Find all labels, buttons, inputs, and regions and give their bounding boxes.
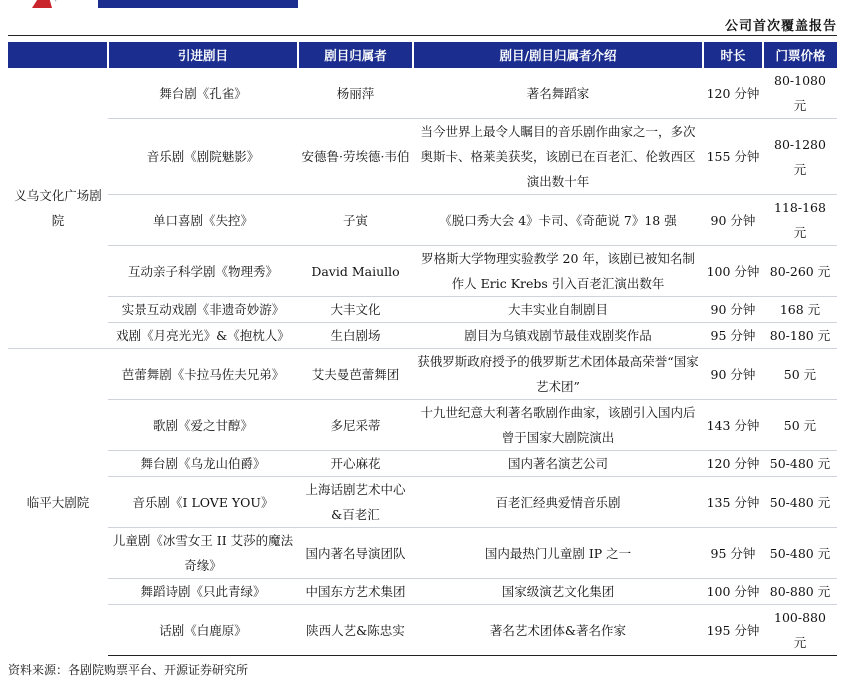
show-cell: 芭蕾舞剧《卡拉马佐夫兄弟》 <box>108 349 298 400</box>
intro-cell: 罗格斯大学物理实验教学 20 年，该剧已被知名制作人 Eric Krebs 引入百老汇演出数年 <box>413 246 703 297</box>
price-cell: 80-880 元 <box>763 579 837 605</box>
table-row <box>8 579 837 605</box>
table-row <box>8 605 837 656</box>
owner-cell: 多尼采蒂 <box>298 400 413 451</box>
table-row <box>8 68 837 119</box>
table-row <box>8 246 837 297</box>
price-cell: 80-1080 元 <box>774 73 826 113</box>
source-note: 资料来源：各剧院购票平台、开源证券研究所 <box>8 663 249 677</box>
theater-shows-table <box>8 42 837 656</box>
price-cell: 80-1280 元 <box>763 119 837 195</box>
show-cell: 音乐剧《剧院魅影》 <box>108 119 298 195</box>
table-row <box>8 528 837 579</box>
show-cell: 歌剧《爱之甘醇》 <box>108 400 298 451</box>
owner-cell: 中国东方艺术集团 <box>298 579 413 605</box>
intro-cell: 著名舞蹈家 <box>526 85 590 101</box>
venue-cell: 临平大剧院 <box>8 349 108 656</box>
duration-cell: 155 分钟 <box>703 119 763 195</box>
duration-cell: 95 分钟 <box>703 323 763 349</box>
table-row <box>8 400 837 451</box>
duration-cell: 143 分钟 <box>703 400 763 451</box>
intro-cell: 国内著名演艺公司 <box>413 451 703 477</box>
intro-cell: 当今世界上最令人瞩目的音乐剧作曲家之一，多次奥斯卡、格莱美获奖，该剧已在百老汇、伦敦西区演出数十年 <box>413 119 703 195</box>
owner-cell: 大丰文化 <box>298 297 413 323</box>
column-header-show: 引进剧目 <box>108 42 298 68</box>
price-cell: 168 元 <box>763 297 837 323</box>
show-cell: 舞台剧《乌龙山伯爵》 <box>108 451 298 477</box>
company-logo <box>28 0 308 10</box>
duration-cell: 120 分钟 <box>703 451 763 477</box>
show-cell: 戏剧《月亮光光》&《抱枕人》 <box>108 323 298 349</box>
owner-cell: 生白剧场 <box>298 323 413 349</box>
intro-cell: 剧目为乌镇戏剧节最佳戏剧奖作品 <box>413 323 703 349</box>
show-cell: 舞蹈诗剧《只此青绿》 <box>108 579 298 605</box>
column-header-price: 门票价格 <box>763 42 837 68</box>
show-cell: 舞台剧《孔雀》 <box>159 85 247 101</box>
intro-cell: 国内最热门儿童剧 IP 之一 <box>413 528 703 579</box>
show-cell: 音乐剧《I LOVE YOU》 <box>108 477 298 528</box>
table-row <box>8 451 837 477</box>
duration-cell: 95 分钟 <box>703 528 763 579</box>
owner-cell: David Maiullo <box>298 246 413 297</box>
duration-cell: 120 分钟 <box>706 85 760 101</box>
price-cell: 50-480 元 <box>763 451 837 477</box>
price-cell: 50-480 元 <box>763 477 837 528</box>
column-header-venue <box>8 42 108 68</box>
table-row <box>8 477 837 528</box>
report-type-label: 公司首次覆盖报告 <box>724 19 837 34</box>
price-cell: 118-168 元 <box>763 195 837 246</box>
column-header-intro: 剧目/剧目归属者介绍 <box>413 42 703 68</box>
duration-cell: 195 分钟 <box>703 605 763 656</box>
table-row <box>8 195 837 246</box>
owner-cell: 陕西人艺&陈忠实 <box>298 605 413 656</box>
table-row <box>8 323 837 349</box>
price-cell: 100-880 元 <box>763 605 837 656</box>
duration-cell: 135 分钟 <box>703 477 763 528</box>
show-cell: 儿童剧《冰雪女王 II 艾莎的魔法奇缘》 <box>108 528 298 579</box>
owner-cell: 杨丽萍 <box>336 85 375 101</box>
table-row <box>8 297 837 323</box>
owner-cell: 安德鲁·劳埃德·韦伯 <box>298 119 413 195</box>
column-header-owner: 剧目归属者 <box>298 42 413 68</box>
price-cell: 50 元 <box>763 400 837 451</box>
duration-cell: 90 分钟 <box>703 349 763 400</box>
price-cell: 80-260 元 <box>763 246 837 297</box>
price-cell: 50 元 <box>763 349 837 400</box>
table-header-row <box>8 42 837 68</box>
owner-cell: 国内著名导演团队 <box>298 528 413 579</box>
intro-cell: 百老汇经典爱情音乐剧 <box>413 477 703 528</box>
intro-cell: 获俄罗斯政府授予的俄罗斯艺术团体最高荣誉“国家艺术团” <box>413 349 703 400</box>
venue-cell: 义乌文化广场剧院 <box>14 188 102 228</box>
intro-cell: 著名艺术团体&著名作家 <box>413 605 703 656</box>
duration-cell: 90 分钟 <box>703 195 763 246</box>
intro-cell: 十九世纪意大利著名歌剧作曲家，该剧引入国内后曾于国家大剧院演出 <box>413 400 703 451</box>
show-cell: 实景互动戏剧《非遗奇妙游》 <box>108 297 298 323</box>
intro-cell: 《脱口秀大会 4》卡司、《奇葩说 7》18 强 <box>413 195 703 246</box>
owner-cell: 艾夫曼芭蕾舞团 <box>298 349 413 400</box>
owner-cell: 子寅 <box>298 195 413 246</box>
show-cell: 单口喜剧《失控》 <box>108 195 298 246</box>
duration-cell: 100 分钟 <box>703 246 763 297</box>
show-cell: 话剧《白鹿原》 <box>108 605 298 656</box>
price-cell: 80-180 元 <box>763 323 837 349</box>
column-header-duration: 时长 <box>703 42 763 68</box>
owner-cell: 开心麻花 <box>298 451 413 477</box>
table-row <box>8 349 837 400</box>
header-divider <box>8 35 837 36</box>
intro-cell: 大丰实业自制剧目 <box>413 297 703 323</box>
table-row <box>8 119 837 195</box>
duration-cell: 100 分钟 <box>703 579 763 605</box>
owner-cell: 上海话剧艺术中心&百老汇 <box>298 477 413 528</box>
duration-cell: 90 分钟 <box>703 297 763 323</box>
price-cell: 50-480 元 <box>763 528 837 579</box>
show-cell: 互动亲子科学剧《物理秀》 <box>108 246 298 297</box>
intro-cell: 国家级演艺文化集团 <box>413 579 703 605</box>
